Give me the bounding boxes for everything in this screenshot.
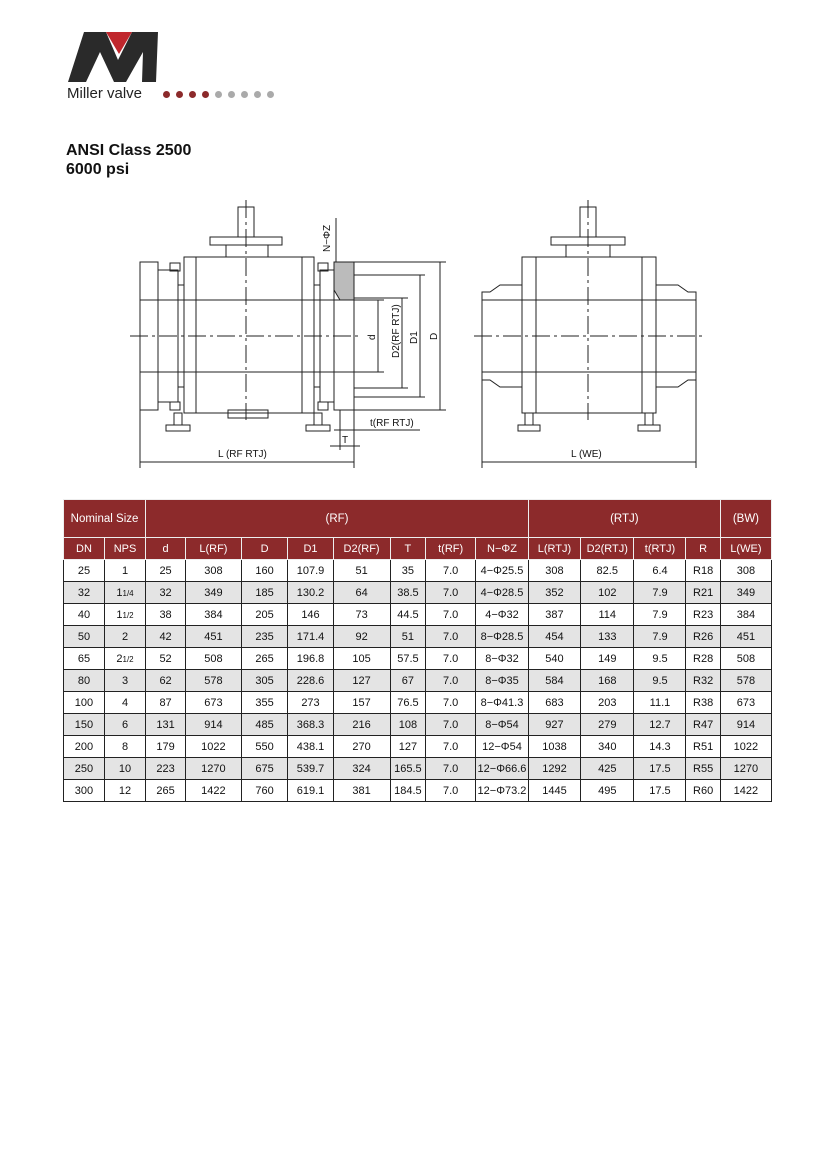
table-cell: 7.0 bbox=[426, 758, 476, 780]
table-cell: 51 bbox=[390, 626, 426, 648]
brand-dot bbox=[241, 91, 248, 98]
table-cell: 675 bbox=[241, 758, 288, 780]
table-cell: 40 bbox=[64, 604, 105, 626]
table-cell: 7.0 bbox=[426, 626, 476, 648]
table-row bbox=[64, 626, 772, 648]
table-cell: 228.6 bbox=[288, 670, 333, 692]
table-cell: 38 bbox=[146, 604, 186, 626]
label-l-right: L (WE) bbox=[571, 449, 602, 460]
table-cell: 65 bbox=[64, 648, 105, 670]
table-cell: 25 bbox=[146, 560, 186, 582]
table-cell: 200 bbox=[64, 736, 105, 758]
table-cell: 10 bbox=[104, 758, 145, 780]
table-cell: 8−Φ35 bbox=[476, 670, 529, 692]
table-cell: 165.5 bbox=[390, 758, 426, 780]
table-cell: 107.9 bbox=[288, 560, 333, 582]
table-cell: 9.5 bbox=[634, 648, 686, 670]
table-cell: 760 bbox=[241, 780, 288, 802]
table-cell: 87 bbox=[146, 692, 186, 714]
table-cell: R21 bbox=[686, 582, 720, 604]
table-cell: 133 bbox=[581, 626, 634, 648]
table-cell: 100 bbox=[64, 692, 105, 714]
table-cell: 21/2 bbox=[104, 648, 145, 670]
table-cell: R26 bbox=[686, 626, 720, 648]
table-body bbox=[64, 560, 772, 802]
table-cell: 108 bbox=[390, 714, 426, 736]
brand-dot bbox=[267, 91, 274, 98]
label-nz: N−ΦZ bbox=[322, 224, 333, 252]
table-cell: 7.0 bbox=[426, 780, 476, 802]
table-cell: 7.0 bbox=[426, 692, 476, 714]
table-cell: 387 bbox=[528, 604, 580, 626]
column-header: t(RTJ) bbox=[634, 538, 686, 560]
table-cell: 1270 bbox=[186, 758, 242, 780]
table-row bbox=[64, 648, 772, 670]
table-cell: 114 bbox=[581, 604, 634, 626]
table-cell: 14.3 bbox=[634, 736, 686, 758]
table-cell: 1038 bbox=[528, 736, 580, 758]
table-cell: R55 bbox=[686, 758, 720, 780]
label-d2: D2(RF RTJ) bbox=[391, 304, 402, 358]
table-cell: 8−Φ41.3 bbox=[476, 692, 529, 714]
table-cell: 8−Φ28.5 bbox=[476, 626, 529, 648]
table-cell: 6 bbox=[104, 714, 145, 736]
table-cell: 425 bbox=[581, 758, 634, 780]
table-cell: 7.0 bbox=[426, 670, 476, 692]
table-cell: R32 bbox=[686, 670, 720, 692]
column-header: R bbox=[686, 538, 720, 560]
table-cell: 130.2 bbox=[288, 582, 333, 604]
table-cell: 64 bbox=[333, 582, 390, 604]
table-cell: 42 bbox=[146, 626, 186, 648]
column-header: N−ΦZ bbox=[476, 538, 529, 560]
column-header: L(RF) bbox=[186, 538, 242, 560]
table-cell: 384 bbox=[720, 604, 771, 626]
table-cell: 11/2 bbox=[104, 604, 145, 626]
table-cell: 12.7 bbox=[634, 714, 686, 736]
column-header: T bbox=[390, 538, 426, 560]
table-cell: 160 bbox=[241, 560, 288, 582]
brand-dot bbox=[254, 91, 261, 98]
brand-name: Miller valve bbox=[67, 85, 143, 102]
table-cell: 584 bbox=[528, 670, 580, 692]
label-d1: D1 bbox=[409, 331, 420, 344]
table-cell: 12−Φ66.6 bbox=[476, 758, 529, 780]
table-cell: 485 bbox=[241, 714, 288, 736]
title-class: ANSI Class 2500 bbox=[66, 142, 192, 159]
table-cell: 11.1 bbox=[634, 692, 686, 714]
table-cell: 495 bbox=[581, 780, 634, 802]
table-cell: R18 bbox=[686, 560, 720, 582]
table-cell: 1022 bbox=[720, 736, 771, 758]
table-row bbox=[64, 604, 772, 626]
spec-table bbox=[63, 499, 772, 802]
table-cell: 2 bbox=[104, 626, 145, 648]
table-cell: 50 bbox=[64, 626, 105, 648]
table-cell: 438.1 bbox=[288, 736, 333, 758]
table-cell: 381 bbox=[333, 780, 390, 802]
brand-dot bbox=[163, 91, 170, 98]
header-nominal-size: Nominal Size bbox=[64, 500, 146, 538]
table-cell: 127 bbox=[333, 670, 390, 692]
table-cell: 673 bbox=[186, 692, 242, 714]
table-cell: 146 bbox=[288, 604, 333, 626]
table-cell: 196.8 bbox=[288, 648, 333, 670]
table-cell: 7.0 bbox=[426, 582, 476, 604]
column-header: NPS bbox=[104, 538, 145, 560]
table-cell: 308 bbox=[528, 560, 580, 582]
table-cell: 185 bbox=[241, 582, 288, 604]
table-cell: 8−Φ32 bbox=[476, 648, 529, 670]
table-cell: 32 bbox=[146, 582, 186, 604]
table-cell: 80 bbox=[64, 670, 105, 692]
table-cell: 451 bbox=[720, 626, 771, 648]
table-cell: R28 bbox=[686, 648, 720, 670]
brand-dot bbox=[202, 91, 209, 98]
label-d: d bbox=[367, 334, 378, 340]
table-cell: 11/4 bbox=[104, 582, 145, 604]
column-header: d bbox=[146, 538, 186, 560]
table-cell: 4−Φ32 bbox=[476, 604, 529, 626]
label-D: D bbox=[429, 332, 440, 340]
brand-dots bbox=[163, 91, 274, 98]
table-cell: 352 bbox=[528, 582, 580, 604]
table-cell: 250 bbox=[64, 758, 105, 780]
table-cell: 25 bbox=[64, 560, 105, 582]
table-cell: 7.9 bbox=[634, 626, 686, 648]
table-cell: 82.5 bbox=[581, 560, 634, 582]
table-cell: 673 bbox=[720, 692, 771, 714]
table-cell: 17.5 bbox=[634, 758, 686, 780]
table-cell: R51 bbox=[686, 736, 720, 758]
table-cell: 1445 bbox=[528, 780, 580, 802]
table-cell: 52 bbox=[146, 648, 186, 670]
table-cell: R60 bbox=[686, 780, 720, 802]
table-cell: 235 bbox=[241, 626, 288, 648]
table-cell: 168 bbox=[581, 670, 634, 692]
table-cell: 578 bbox=[186, 670, 242, 692]
table-cell: 4−Φ25.5 bbox=[476, 560, 529, 582]
table-cell: 508 bbox=[186, 648, 242, 670]
table-cell: 324 bbox=[333, 758, 390, 780]
table-cell: R23 bbox=[686, 604, 720, 626]
table-cell: 179 bbox=[146, 736, 186, 758]
table-cell: 57.5 bbox=[390, 648, 426, 670]
table-cell: 454 bbox=[528, 626, 580, 648]
table-cell: 1270 bbox=[720, 758, 771, 780]
table-cell: 62 bbox=[146, 670, 186, 692]
page-title bbox=[66, 141, 191, 179]
label-T: T bbox=[342, 435, 349, 446]
table-cell: 73 bbox=[333, 604, 390, 626]
table-cell: R38 bbox=[686, 692, 720, 714]
table-cell: 265 bbox=[146, 780, 186, 802]
column-header: D bbox=[241, 538, 288, 560]
table-cell: R47 bbox=[686, 714, 720, 736]
table-cell: 550 bbox=[241, 736, 288, 758]
table-cell: 1292 bbox=[528, 758, 580, 780]
table-cell: 355 bbox=[241, 692, 288, 714]
table-cell: 508 bbox=[720, 648, 771, 670]
table-row bbox=[64, 692, 772, 714]
table-cell: 127 bbox=[390, 736, 426, 758]
table-cell: 6.4 bbox=[634, 560, 686, 582]
table-cell: 539.7 bbox=[288, 758, 333, 780]
table-cell: 927 bbox=[528, 714, 580, 736]
table-cell: 683 bbox=[528, 692, 580, 714]
table-cell: 12−Φ54 bbox=[476, 736, 529, 758]
table-cell: 105 bbox=[333, 648, 390, 670]
table-cell: 349 bbox=[186, 582, 242, 604]
table-cell: 17.5 bbox=[634, 780, 686, 802]
column-header: D1 bbox=[288, 538, 333, 560]
label-t: t(RF RTJ) bbox=[370, 418, 414, 429]
table-cell: 451 bbox=[186, 626, 242, 648]
table-row bbox=[64, 736, 772, 758]
table-cell: 578 bbox=[720, 670, 771, 692]
table-cell: 205 bbox=[241, 604, 288, 626]
brand-dot bbox=[176, 91, 183, 98]
table-cell: 44.5 bbox=[390, 604, 426, 626]
table-cell: 265 bbox=[241, 648, 288, 670]
table-cell: 308 bbox=[186, 560, 242, 582]
table-row bbox=[64, 758, 772, 780]
table-cell: 9.5 bbox=[634, 670, 686, 692]
table-cell: 914 bbox=[720, 714, 771, 736]
table-cell: 1 bbox=[104, 560, 145, 582]
table-cell: 349 bbox=[720, 582, 771, 604]
table-cell: 7.0 bbox=[426, 648, 476, 670]
table-cell: 76.5 bbox=[390, 692, 426, 714]
table-cell: 7.9 bbox=[634, 582, 686, 604]
title-pressure: 6000 psi bbox=[66, 161, 130, 178]
table-cell: 102 bbox=[581, 582, 634, 604]
column-header: L(RTJ) bbox=[528, 538, 580, 560]
table-cell: 279 bbox=[581, 714, 634, 736]
table-cell: 32 bbox=[64, 582, 105, 604]
table-row bbox=[64, 582, 772, 604]
table-row bbox=[64, 780, 772, 802]
header-bw: (BW) bbox=[720, 500, 771, 538]
table-cell: 149 bbox=[581, 648, 634, 670]
table-cell: 157 bbox=[333, 692, 390, 714]
column-header: L(WE) bbox=[720, 538, 771, 560]
table-cell: 7.0 bbox=[426, 604, 476, 626]
table-cell: 7.0 bbox=[426, 560, 476, 582]
table-cell: 216 bbox=[333, 714, 390, 736]
table-cell: 203 bbox=[581, 692, 634, 714]
table-cell: 92 bbox=[333, 626, 390, 648]
table-cell: 12−Φ73.2 bbox=[476, 780, 529, 802]
brand-dot bbox=[189, 91, 196, 98]
table-cell: 51 bbox=[333, 560, 390, 582]
header-rtj: (RTJ) bbox=[528, 500, 720, 538]
table-cell: 3 bbox=[104, 670, 145, 692]
table-cell: 273 bbox=[288, 692, 333, 714]
valve-drawing bbox=[130, 200, 710, 472]
table-cell: 223 bbox=[146, 758, 186, 780]
table-cell: 308 bbox=[720, 560, 771, 582]
table-cell: 619.1 bbox=[288, 780, 333, 802]
table-cell: 7.9 bbox=[634, 604, 686, 626]
table-row bbox=[64, 560, 772, 582]
column-header: DN bbox=[64, 538, 105, 560]
table-cell: 4 bbox=[104, 692, 145, 714]
brand-dot bbox=[228, 91, 235, 98]
table-cell: 4−Φ28.5 bbox=[476, 582, 529, 604]
column-header: D2(RF) bbox=[333, 538, 390, 560]
table-cell: 1422 bbox=[186, 780, 242, 802]
table-cell: 305 bbox=[241, 670, 288, 692]
table-cell: 171.4 bbox=[288, 626, 333, 648]
table-cell: 67 bbox=[390, 670, 426, 692]
label-l-left: L (RF RTJ) bbox=[218, 449, 267, 460]
table-row bbox=[64, 670, 772, 692]
brand-dot bbox=[215, 91, 222, 98]
table-cell: 368.3 bbox=[288, 714, 333, 736]
table-cell: 300 bbox=[64, 780, 105, 802]
table-cell: 35 bbox=[390, 560, 426, 582]
table-cell: 384 bbox=[186, 604, 242, 626]
table-cell: 12 bbox=[104, 780, 145, 802]
table-cell: 131 bbox=[146, 714, 186, 736]
column-header: t(RF) bbox=[426, 538, 476, 560]
table-row bbox=[64, 714, 772, 736]
table-cell: 150 bbox=[64, 714, 105, 736]
column-header: D2(RTJ) bbox=[581, 538, 634, 560]
table-cell: 7.0 bbox=[426, 736, 476, 758]
table-cell: 8 bbox=[104, 736, 145, 758]
table-cell: 1422 bbox=[720, 780, 771, 802]
table-cell: 340 bbox=[581, 736, 634, 758]
table-cell: 7.0 bbox=[426, 714, 476, 736]
table-cell: 914 bbox=[186, 714, 242, 736]
table-cell: 1022 bbox=[186, 736, 242, 758]
column-header-row bbox=[64, 538, 772, 560]
table-cell: 38.5 bbox=[390, 582, 426, 604]
table-cell: 184.5 bbox=[390, 780, 426, 802]
table-cell: 270 bbox=[333, 736, 390, 758]
table-cell: 8−Φ54 bbox=[476, 714, 529, 736]
header-rf: (RF) bbox=[146, 500, 529, 538]
table-cell: 540 bbox=[528, 648, 580, 670]
